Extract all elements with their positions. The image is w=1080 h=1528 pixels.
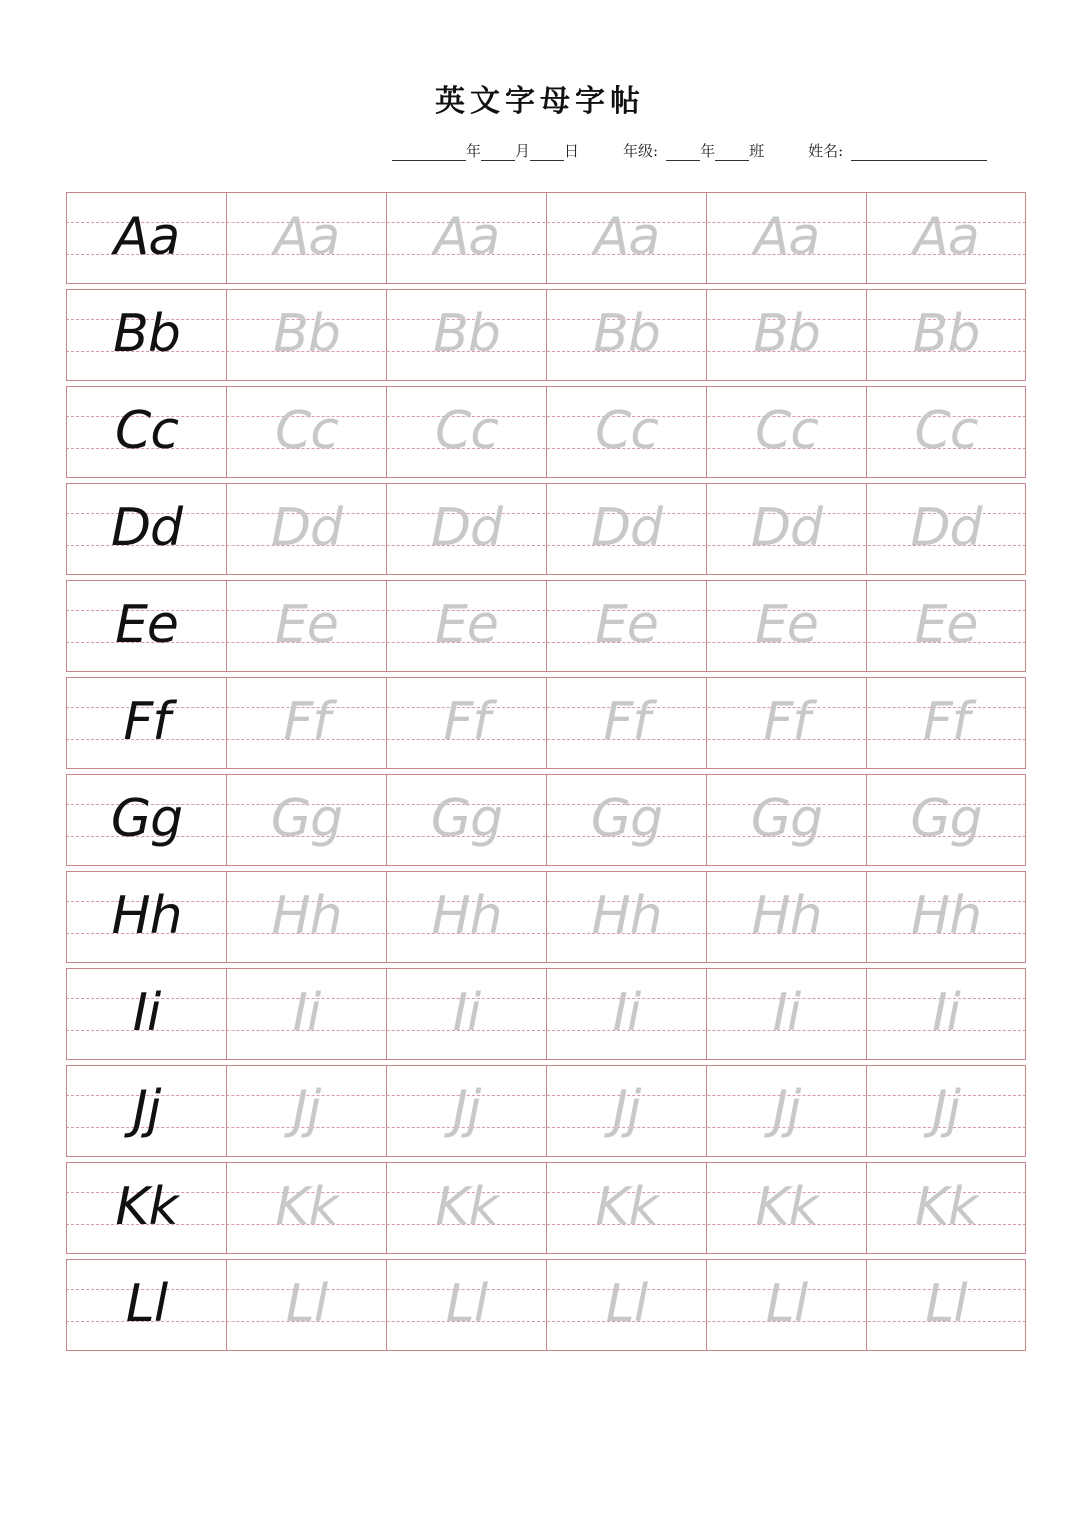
trace-letter-cell[interactable]: Ii xyxy=(386,969,546,1059)
practice-row xyxy=(66,774,1026,866)
year-label: 年 xyxy=(466,142,482,160)
trace-letter-cell[interactable]: Ff xyxy=(386,678,546,768)
day-label: 日 xyxy=(564,142,580,160)
practice-row xyxy=(66,386,1026,478)
trace-letter-cell[interactable]: Ll xyxy=(706,1260,866,1350)
trace-letter-cell[interactable]: Bb xyxy=(226,290,386,380)
trace-letter-cell[interactable]: Ff xyxy=(866,678,1026,768)
trace-letter-cell[interactable]: Dd xyxy=(386,484,546,574)
trace-letter-cell[interactable]: Jj xyxy=(226,1066,386,1156)
trace-letter-cell[interactable]: Hh xyxy=(386,872,546,962)
trace-letter-cell[interactable]: Ff xyxy=(226,678,386,768)
trace-letter-cell[interactable]: Ii xyxy=(546,969,706,1059)
practice-row xyxy=(66,1162,1026,1254)
trace-letter-cell[interactable]: Dd xyxy=(546,484,706,574)
model-letter-cell: Bb xyxy=(66,290,226,380)
trace-letter-cell[interactable]: Ii xyxy=(226,969,386,1059)
practice-row xyxy=(66,1259,1026,1351)
class-input-blank[interactable] xyxy=(715,142,749,161)
grade-year-label: 年 xyxy=(700,142,716,160)
trace-letter-cell[interactable]: Bb xyxy=(866,290,1026,380)
trace-letter-cell[interactable]: Ll xyxy=(866,1260,1026,1350)
year-input-blank[interactable] xyxy=(392,142,466,161)
practice-grid xyxy=(66,192,1026,1356)
practice-row xyxy=(66,871,1026,963)
trace-letter-cell[interactable]: Hh xyxy=(226,872,386,962)
trace-letter-cell[interactable]: Cc xyxy=(706,387,866,477)
trace-letter-cell[interactable]: Gg xyxy=(866,775,1026,865)
trace-letter-cell[interactable]: Ee xyxy=(546,581,706,671)
trace-letter-cell[interactable]: Ee xyxy=(226,581,386,671)
model-letter-cell: Aa xyxy=(66,193,226,283)
model-letter-cell: Kk xyxy=(66,1163,226,1253)
grade-year-input-blank[interactable] xyxy=(666,142,700,161)
trace-letter-cell[interactable]: Aa xyxy=(866,193,1026,283)
practice-row xyxy=(66,580,1026,672)
trace-letter-cell[interactable]: Hh xyxy=(546,872,706,962)
month-input-blank[interactable] xyxy=(481,142,515,161)
trace-letter-cell[interactable]: Ll xyxy=(226,1260,386,1350)
trace-letter-cell[interactable]: Dd xyxy=(706,484,866,574)
trace-letter-cell[interactable]: Kk xyxy=(866,1163,1026,1253)
practice-row xyxy=(66,968,1026,1060)
model-letter-cell: Dd xyxy=(66,484,226,574)
trace-letter-cell[interactable]: Ee xyxy=(866,581,1026,671)
trace-letter-cell[interactable]: Ee xyxy=(706,581,866,671)
trace-letter-cell[interactable]: Ee xyxy=(386,581,546,671)
practice-row xyxy=(66,192,1026,284)
class-label: 班 xyxy=(749,142,765,160)
trace-letter-cell[interactable]: Bb xyxy=(706,290,866,380)
info-line xyxy=(392,140,987,161)
trace-letter-cell[interactable]: Bb xyxy=(546,290,706,380)
trace-letter-cell[interactable]: Gg xyxy=(706,775,866,865)
trace-letter-cell[interactable]: Aa xyxy=(706,193,866,283)
model-letter-cell: Ff xyxy=(66,678,226,768)
model-letter-cell: Ll xyxy=(66,1260,226,1350)
trace-letter-cell[interactable]: Hh xyxy=(706,872,866,962)
trace-letter-cell[interactable]: Gg xyxy=(546,775,706,865)
trace-letter-cell[interactable]: Hh xyxy=(866,872,1026,962)
model-letter-cell: Hh xyxy=(66,872,226,962)
trace-letter-cell[interactable]: Kk xyxy=(546,1163,706,1253)
trace-letter-cell[interactable]: Gg xyxy=(226,775,386,865)
name-label: 姓名: xyxy=(808,142,844,160)
trace-letter-cell[interactable]: Aa xyxy=(386,193,546,283)
model-letter-cell: Cc xyxy=(66,387,226,477)
page-title: 英文字母字帖 xyxy=(435,84,645,119)
trace-letter-cell[interactable]: Cc xyxy=(866,387,1026,477)
trace-letter-cell[interactable]: Bb xyxy=(386,290,546,380)
model-letter-cell: Jj xyxy=(66,1066,226,1156)
trace-letter-cell[interactable]: Ff xyxy=(706,678,866,768)
trace-letter-cell[interactable]: Ii xyxy=(706,969,866,1059)
trace-letter-cell[interactable]: Jj xyxy=(706,1066,866,1156)
trace-letter-cell[interactable]: Dd xyxy=(866,484,1026,574)
trace-letter-cell[interactable]: Aa xyxy=(226,193,386,283)
practice-row xyxy=(66,289,1026,381)
day-input-blank[interactable] xyxy=(530,142,564,161)
trace-letter-cell[interactable]: Jj xyxy=(546,1066,706,1156)
trace-letter-cell[interactable]: Ll xyxy=(386,1260,546,1350)
trace-letter-cell[interactable]: Ll xyxy=(546,1260,706,1350)
trace-letter-cell[interactable]: Gg xyxy=(386,775,546,865)
name-input-blank[interactable] xyxy=(851,142,987,161)
practice-row xyxy=(66,1065,1026,1157)
grade-label: 年级: xyxy=(623,142,659,160)
model-letter-cell: Ee xyxy=(66,581,226,671)
trace-letter-cell[interactable]: Jj xyxy=(386,1066,546,1156)
month-label: 月 xyxy=(515,142,531,160)
trace-letter-cell[interactable]: Cc xyxy=(386,387,546,477)
trace-letter-cell[interactable]: Ii xyxy=(866,969,1026,1059)
model-letter-cell: Ii xyxy=(66,969,226,1059)
trace-letter-cell[interactable]: Jj xyxy=(866,1066,1026,1156)
trace-letter-cell[interactable]: Kk xyxy=(386,1163,546,1253)
trace-letter-cell[interactable]: Kk xyxy=(226,1163,386,1253)
model-letter-cell: Gg xyxy=(66,775,226,865)
trace-letter-cell[interactable]: Ff xyxy=(546,678,706,768)
trace-letter-cell[interactable]: Aa xyxy=(546,193,706,283)
trace-letter-cell[interactable]: Cc xyxy=(546,387,706,477)
practice-row xyxy=(66,677,1026,769)
trace-letter-cell[interactable]: Dd xyxy=(226,484,386,574)
trace-letter-cell[interactable]: Cc xyxy=(226,387,386,477)
trace-letter-cell[interactable]: Kk xyxy=(706,1163,866,1253)
practice-row xyxy=(66,483,1026,575)
